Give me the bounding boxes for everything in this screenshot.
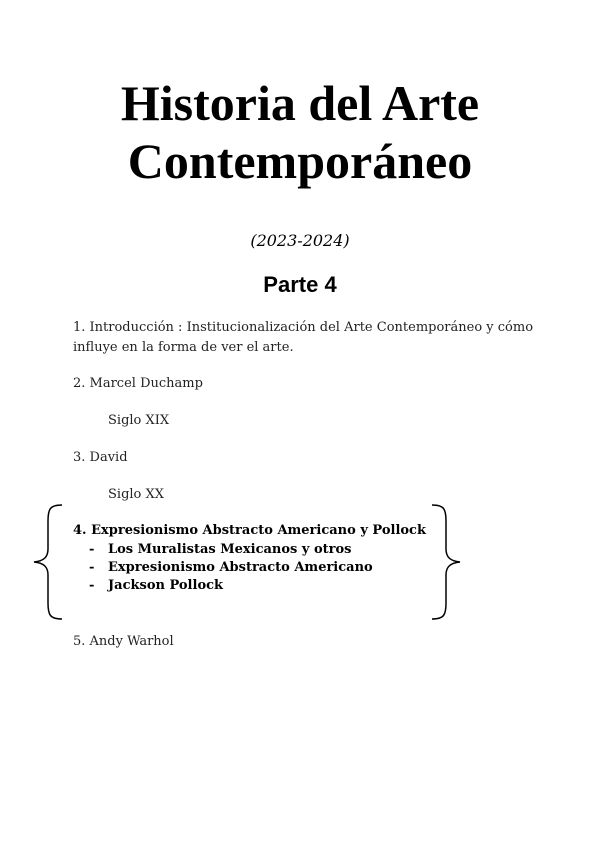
item-4-sub-1-bullet: - bbox=[89, 542, 95, 557]
item-2: 2. Marcel Duchamp bbox=[73, 376, 203, 391]
academic-years: (2023-2024) bbox=[250, 231, 350, 250]
part-heading: Parte 4 bbox=[263, 272, 337, 297]
item-4-sub-3: Jackson Pollock bbox=[108, 578, 224, 593]
item-3-sub: Siglo XX bbox=[108, 487, 165, 502]
left-brace-icon bbox=[30, 503, 66, 621]
item-5: 5. Andy Warhol bbox=[73, 634, 174, 649]
title-line-2: Contemporáneo bbox=[127, 133, 473, 189]
right-brace-icon bbox=[428, 503, 464, 621]
document-title bbox=[0, 74, 600, 190]
item-4-sub-2-bullet: - bbox=[89, 560, 95, 575]
item-4-sub-2: Expresionismo Abstracto Americano bbox=[108, 560, 373, 575]
item-4-sub-3-bullet: - bbox=[89, 578, 95, 593]
item-4: 4. Expresionismo Abstracto Americano y Pollock bbox=[73, 523, 426, 538]
item-3: 3. David bbox=[73, 450, 128, 465]
item-2-sub: Siglo XIX bbox=[108, 413, 170, 428]
item-1-line-1: 1. Introducción : Institucionalización del Arte Contemporáneo y cómo bbox=[73, 320, 534, 335]
item-4-sub-1: Los Muralistas Mexicanos y otros bbox=[108, 542, 352, 557]
item-1-line-2: influye en la forma de ver el arte. bbox=[73, 340, 294, 355]
title-line-1: Historia del Arte bbox=[120, 75, 480, 131]
